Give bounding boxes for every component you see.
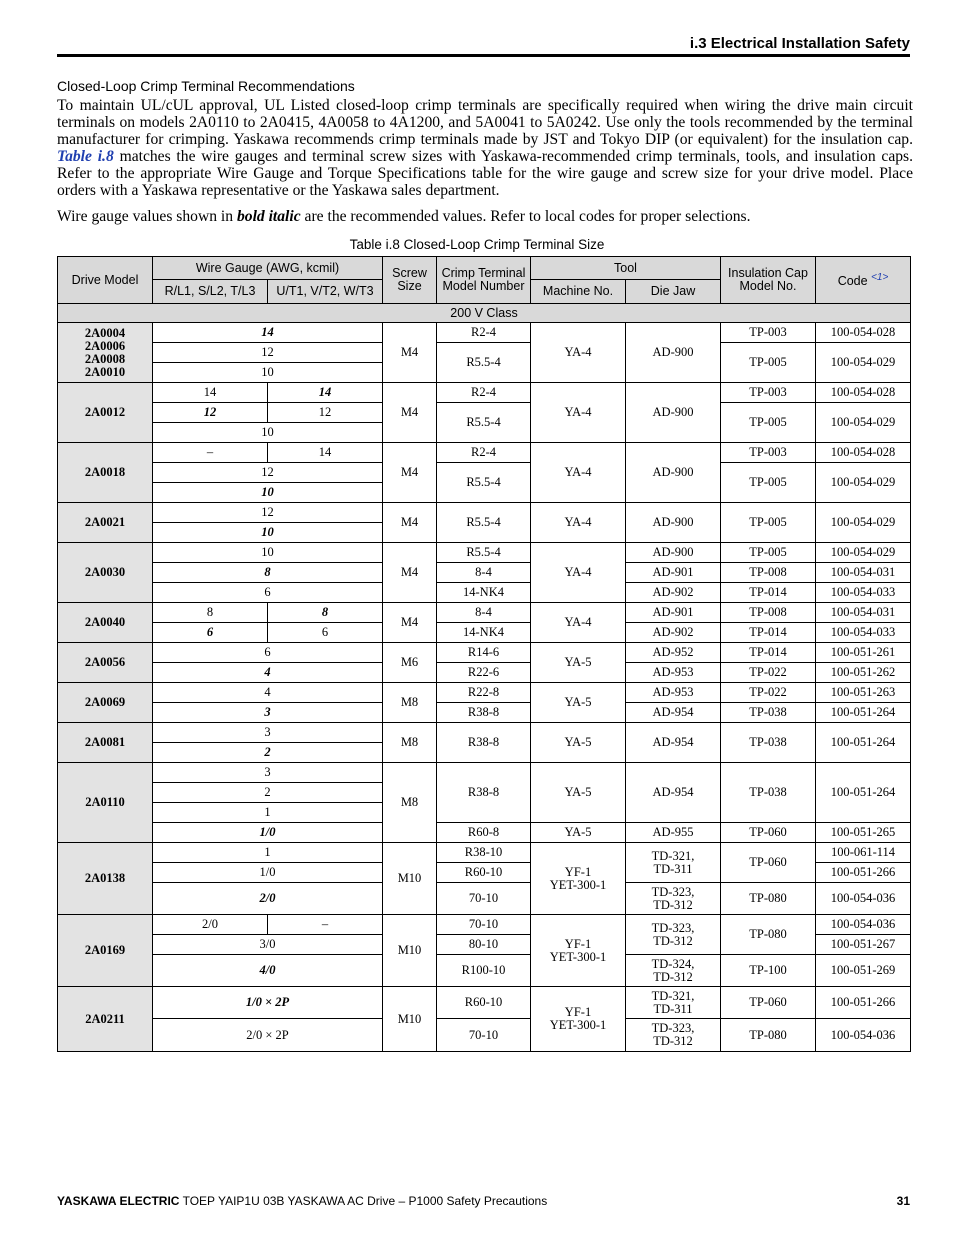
insulation-cap-cell: TP-038 (721, 763, 816, 823)
insulation-cap-cell: TP-038 (721, 703, 816, 723)
table-row (58, 987, 911, 1019)
table-row (58, 503, 911, 523)
wire-gauge-cell: 2/0 × 2P (153, 1019, 383, 1052)
code-cell: 100-054-033 (816, 623, 911, 643)
code-cell: 100-054-028 (816, 383, 911, 403)
wire-gauge-cell: 4 (153, 683, 383, 703)
insulation-cap-cell: TP-100 (721, 955, 816, 987)
insulation-cap-cell: TP-005 (721, 343, 816, 383)
crimp-terminal-cell: R38-8 (437, 723, 531, 763)
wire-gauge-cell: 3 (153, 703, 383, 723)
wire-gauge-cell: 12 (153, 463, 383, 483)
code-cell: 100-054-033 (816, 583, 911, 603)
die-jaw-cell: TD-321, TD-311 (626, 843, 721, 883)
crimp-terminal-cell: R22-8 (437, 683, 531, 703)
crimp-terminal-cell: 70-10 (437, 883, 531, 915)
wire-gauge-cell: 1/0 (153, 823, 383, 843)
insulation-cap-cell: TP-014 (721, 643, 816, 663)
footer-doc-info (57, 1194, 547, 1208)
code-cell: 100-051-266 (816, 863, 911, 883)
machine-no-cell: YA-4 (531, 443, 626, 503)
insulation-cap-cell: TP-005 (721, 503, 816, 543)
crimp-terminal-cell: R60-10 (437, 987, 531, 1019)
code-cell: 100-054-036 (816, 915, 911, 935)
code-cell: 100-051-269 (816, 955, 911, 987)
drive-model-cell: 2A0081 (58, 723, 153, 763)
table-reference-link[interactable]: Table i.8 (57, 148, 114, 165)
drive-model-cell: 2A0110 (58, 763, 153, 843)
code-cell: 100-054-029 (816, 543, 911, 563)
wire-gauge-cell: 1 (153, 803, 383, 823)
wire-gauge-cell: 2/0 (153, 883, 383, 915)
crimp-terminal-cell: R5.5-4 (437, 503, 531, 543)
screw-size-cell: M8 (383, 763, 437, 843)
screw-size-cell: M8 (383, 723, 437, 763)
code-cell: 100-054-028 (816, 323, 911, 343)
table-row (58, 843, 911, 863)
drive-model-cell: 2A0018 (58, 443, 153, 503)
wire-gauge-cell: 10 (153, 363, 383, 383)
note-text: Wire gauge values shown in (57, 208, 234, 225)
insulation-cap-cell: TP-038 (721, 723, 816, 763)
insulation-cap-cell: TP-022 (721, 663, 816, 683)
code-cell: 100-054-028 (816, 443, 911, 463)
crimp-terminal-cell: R2-4 (437, 383, 531, 403)
screw-size-cell: M4 (383, 603, 437, 643)
drive-model-cell: 2A0211 (58, 987, 153, 1052)
insulation-cap-cell: TP-005 (721, 543, 816, 563)
table-caption: Table i.8 Closed-Loop Crimp Terminal Size (349, 237, 605, 252)
wire-gauge-input-cell: 8 (153, 603, 268, 623)
drive-model-cell: 2A0012 (58, 383, 153, 443)
wire-gauge-cell: 3 (153, 723, 383, 743)
intro-text: To maintain UL/cUL approval, UL Listed closed-loop crimp terminals are specifically required when wiring the drive main circuit terminals on models 2A0110 to 2A0415, 4A0058 to 4A1200, and 5A0041 to 5A0242. Use only the tools recommended by the terminal manufacturer for crimping. Yaskawa recommends crimp terminals made by JST and Tokyo DIP (or equivalent) for the insulation cap. (57, 97, 913, 148)
machine-no-cell: YA-5 (531, 643, 626, 683)
page-footer (57, 1194, 910, 1210)
wire-gauge-cell: 10 (153, 543, 383, 563)
crimp-terminal-cell: R5.5-4 (437, 543, 531, 563)
crimp-terminal-cell: R38-8 (437, 763, 531, 823)
section-heading: Closed-Loop Crimp Terminal Recommendations (57, 78, 355, 94)
drive-model-cell: 2A0056 (58, 643, 153, 683)
header-row (58, 257, 911, 280)
col-screw-size: Screw Size (383, 257, 437, 304)
code-cell: 100-051-264 (816, 723, 911, 763)
insulation-cap-cell: TP-022 (721, 683, 816, 703)
col-insulation-cap: Insulation Cap Model No. (721, 257, 816, 304)
table-row (58, 403, 911, 423)
die-jaw-cell: TD-324, TD-312 (626, 955, 721, 987)
code-cell: 100-054-029 (816, 503, 911, 543)
table-row (58, 823, 911, 843)
wire-gauge-cell: 10 (153, 423, 383, 443)
note-text-continued: are the recommended values. Refer to local codes for proper selections. (304, 208, 751, 225)
die-jaw-cell: AD-954 (626, 703, 721, 723)
crimp-terminal-cell: 70-10 (437, 915, 531, 935)
crimp-terminal-cell: R2-4 (437, 443, 531, 463)
table-row (58, 683, 911, 703)
insulation-cap-cell: TP-060 (721, 843, 816, 883)
screw-size-cell: M4 (383, 543, 437, 603)
header-section-title: i.3 Electrical Installation Safety (689, 35, 910, 52)
die-jaw-cell: AD-900 (626, 323, 721, 383)
wire-gauge-input-cell: – (153, 443, 268, 463)
crimp-terminal-cell: R60-8 (437, 823, 531, 843)
wire-gauge-cell: 3 (153, 763, 383, 783)
die-jaw-cell: TD-321, TD-311 (626, 987, 721, 1019)
code-cell: 100-054-031 (816, 603, 911, 623)
footer-company: YASKAWA ELECTRIC (57, 1194, 180, 1208)
code-cell: 100-054-029 (816, 343, 911, 383)
insulation-cap-cell: TP-014 (721, 623, 816, 643)
die-jaw-cell: AD-955 (626, 823, 721, 843)
table-row (58, 955, 911, 987)
crimp-terminal-cell: 8-4 (437, 603, 531, 623)
code-cell: 100-054-031 (816, 563, 911, 583)
screw-size-cell: M4 (383, 443, 437, 503)
code-cell: 100-054-029 (816, 463, 911, 503)
machine-no-cell: YA-4 (531, 603, 626, 643)
wire-gauge-input-cell: 12 (153, 403, 268, 423)
table-row (58, 763, 911, 783)
die-jaw-cell: TD-323, TD-312 (626, 915, 721, 955)
drive-model-cell: 2A0004 2A0006 2A0008 2A0010 (58, 323, 153, 383)
table-row (58, 723, 911, 743)
table-row (58, 343, 911, 363)
voltage-class: 200 V Class (58, 304, 911, 323)
table-row (58, 383, 911, 403)
table-row (58, 443, 911, 463)
wire-gauge-cell: 12 (153, 503, 383, 523)
wire-gauge-input-cell: 6 (153, 623, 268, 643)
col-machine-no: Machine No. (531, 280, 626, 304)
crimp-terminal-cell: R38-10 (437, 843, 531, 863)
code-cell: 100-051-263 (816, 683, 911, 703)
insulation-cap-cell: TP-014 (721, 583, 816, 603)
drive-model-cell: 2A0040 (58, 603, 153, 643)
insulation-cap-cell: TP-005 (721, 463, 816, 503)
col-input-terminals: R/L1, S/L2, T/L3 (153, 280, 268, 304)
screw-size-cell: M10 (383, 915, 437, 987)
die-jaw-cell: AD-900 (626, 443, 721, 503)
screw-size-cell: M6 (383, 643, 437, 683)
wire-gauge-output-cell: 14 (268, 383, 383, 403)
machine-no-cell: YA-5 (531, 763, 626, 823)
insulation-cap-cell: TP-003 (721, 323, 816, 343)
insulation-cap-cell: TP-080 (721, 915, 816, 955)
machine-no-cell: YF-1 YET-300-1 (531, 987, 626, 1052)
table-row (58, 623, 911, 643)
code-cell: 100-051-266 (816, 987, 911, 1019)
crimp-terminal-cell: R5.5-4 (437, 343, 531, 383)
code-cell: 100-051-261 (816, 643, 911, 663)
table-row (58, 603, 911, 623)
code-cell: 100-054-029 (816, 403, 911, 443)
code-cell: 100-051-267 (816, 935, 911, 955)
insulation-cap-cell: TP-080 (721, 1019, 816, 1052)
die-jaw-cell: AD-901 (626, 563, 721, 583)
crimp-terminal-cell: 70-10 (437, 1019, 531, 1052)
table-row (58, 323, 911, 343)
crimp-terminal-cell: R60-10 (437, 863, 531, 883)
screw-size-cell: M10 (383, 987, 437, 1052)
code-cell: 100-051-262 (816, 663, 911, 683)
screw-size-cell: M4 (383, 383, 437, 443)
wire-gauge-cell: 10 (153, 483, 383, 503)
table-row (58, 883, 911, 915)
crimp-terminal-cell: R5.5-4 (437, 463, 531, 503)
wire-gauge-cell: 2 (153, 743, 383, 763)
wire-gauge-cell: 6 (153, 583, 383, 603)
wire-gauge-cell: 1/0 × 2P (153, 987, 383, 1019)
wire-gauge-cell: 4 (153, 663, 383, 683)
code-note-ref[interactable]: <1> (871, 272, 889, 284)
table-row (58, 583, 911, 603)
wire-gauge-note (57, 208, 913, 225)
die-jaw-cell: TD-323, TD-312 (626, 1019, 721, 1052)
machine-no-cell: YA-5 (531, 723, 626, 763)
crimp-terminal-cell: R22-6 (437, 663, 531, 683)
class-row (58, 304, 911, 323)
die-jaw-cell: AD-954 (626, 723, 721, 763)
col-tool: Tool (531, 257, 721, 280)
note-emphasis: bold italic (236, 208, 301, 225)
table-row (58, 563, 911, 583)
wire-gauge-output-cell: 6 (268, 623, 383, 643)
wire-gauge-cell: 4/0 (153, 955, 383, 987)
machine-no-cell: YA-4 (531, 383, 626, 443)
wire-gauge-cell: 14 (153, 323, 383, 343)
die-jaw-cell: AD-953 (626, 683, 721, 703)
crimp-terminal-cell: 8-4 (437, 563, 531, 583)
die-jaw-cell: AD-952 (626, 643, 721, 663)
machine-no-cell: YA-5 (531, 823, 626, 843)
wire-gauge-output-cell: 12 (268, 403, 383, 423)
die-jaw-cell: AD-901 (626, 603, 721, 623)
wire-gauge-input-cell: 14 (153, 383, 268, 403)
col-wire-gauge: Wire Gauge (AWG, kcmil) (153, 257, 383, 280)
die-jaw-cell: AD-900 (626, 383, 721, 443)
drive-model-cell: 2A0169 (58, 915, 153, 987)
table-row (58, 915, 911, 935)
crimp-terminal-cell: R5.5-4 (437, 403, 531, 443)
table-row (58, 643, 911, 663)
machine-no-cell: YA-5 (531, 683, 626, 723)
page-header (57, 34, 910, 57)
insulation-cap-cell: TP-008 (721, 563, 816, 583)
crimp-terminal-cell: 14-NK4 (437, 623, 531, 643)
wire-gauge-cell: 10 (153, 523, 383, 543)
table-row (58, 663, 911, 683)
crimp-terminal-table (57, 256, 911, 1052)
die-jaw-cell: AD-953 (626, 663, 721, 683)
drive-model-cell: 2A0030 (58, 543, 153, 603)
table-row (58, 543, 911, 563)
wire-gauge-cell: 1 (153, 843, 383, 863)
wire-gauge-cell: 12 (153, 343, 383, 363)
code-cell: 100-051-265 (816, 823, 911, 843)
insulation-cap-cell: TP-003 (721, 383, 816, 403)
code-label: Code (837, 274, 868, 289)
screw-size-cell: M8 (383, 683, 437, 723)
insulation-cap-cell: TP-008 (721, 603, 816, 623)
wire-gauge-output-cell: – (268, 915, 383, 935)
crimp-terminal-cell: 80-10 (437, 935, 531, 955)
screw-size-cell: M4 (383, 323, 437, 383)
code-cell: 100-054-036 (816, 1019, 911, 1052)
drive-model-cell: 2A0069 (58, 683, 153, 723)
machine-no-cell: YF-1 YET-300-1 (531, 843, 626, 915)
code-cell: 100-051-264 (816, 703, 911, 723)
col-die-jaw: Die Jaw (626, 280, 721, 304)
die-jaw-cell: AD-954 (626, 763, 721, 823)
screw-size-cell: M4 (383, 503, 437, 543)
col-code (816, 257, 911, 304)
crimp-terminal-cell: R2-4 (437, 323, 531, 343)
code-cell: 100-051-264 (816, 763, 911, 823)
insulation-cap-cell: TP-003 (721, 443, 816, 463)
drive-model-cell: 2A0021 (58, 503, 153, 543)
machine-no-cell: YA-4 (531, 543, 626, 603)
die-jaw-cell: AD-902 (626, 583, 721, 603)
table-row (58, 1019, 911, 1052)
code-cell: 100-061-114 (816, 843, 911, 863)
drive-model-cell: 2A0138 (58, 843, 153, 915)
insulation-cap-cell: TP-005 (721, 403, 816, 443)
machine-no-cell: YA-4 (531, 323, 626, 383)
wire-gauge-cell: 3/0 (153, 935, 383, 955)
die-jaw-cell: AD-900 (626, 503, 721, 543)
machine-no-cell: YA-4 (531, 503, 626, 543)
insulation-cap-cell: TP-080 (721, 883, 816, 915)
crimp-terminal-cell: R38-8 (437, 703, 531, 723)
col-crimp-terminal: Crimp Terminal Model Number (437, 257, 531, 304)
insulation-cap-cell: TP-060 (721, 987, 816, 1019)
wire-gauge-cell: 6 (153, 643, 383, 663)
wire-gauge-cell: 2 (153, 783, 383, 803)
crimp-terminal-cell: 14-NK4 (437, 583, 531, 603)
wire-gauge-output-cell: 8 (268, 603, 383, 623)
table-row (58, 703, 911, 723)
wire-gauge-input-cell: 2/0 (153, 915, 268, 935)
crimp-terminal-cell: R100-10 (437, 955, 531, 987)
page-number: 31 (896, 1194, 910, 1208)
wire-gauge-cell: 1/0 (153, 863, 383, 883)
die-jaw-cell: AD-900 (626, 543, 721, 563)
col-drive-model: Drive Model (58, 257, 153, 304)
die-jaw-cell: AD-902 (626, 623, 721, 643)
col-output-terminals: U/T1, V/T2, W/T3 (268, 280, 383, 304)
intro-paragraph (57, 97, 913, 199)
intro-text-continued: matches the wire gauges and terminal screw sizes with Yaskawa-recommended crimp terminals, tools, and insulation caps. Refer to the appropriate Wire Gauge and Torque Specifications table for the wire gauge and screw size for your drive model. Place orders with a Yaskawa representative or the Yaskawa sales department. (57, 148, 914, 199)
insulation-cap-cell: TP-060 (721, 823, 816, 843)
table-row (58, 463, 911, 483)
screw-size-cell: M10 (383, 843, 437, 915)
wire-gauge-output-cell: 14 (268, 443, 383, 463)
wire-gauge-cell: 8 (153, 563, 383, 583)
code-cell: 100-054-036 (816, 883, 911, 915)
footer-doc-title: TOEP YAIP1U 03B YASKAWA AC Drive – P1000 Safety Precautions (182, 1194, 548, 1208)
machine-no-cell: YF-1 YET-300-1 (531, 915, 626, 987)
crimp-terminal-cell: R14-6 (437, 643, 531, 663)
die-jaw-cell: TD-323, TD-312 (626, 883, 721, 915)
